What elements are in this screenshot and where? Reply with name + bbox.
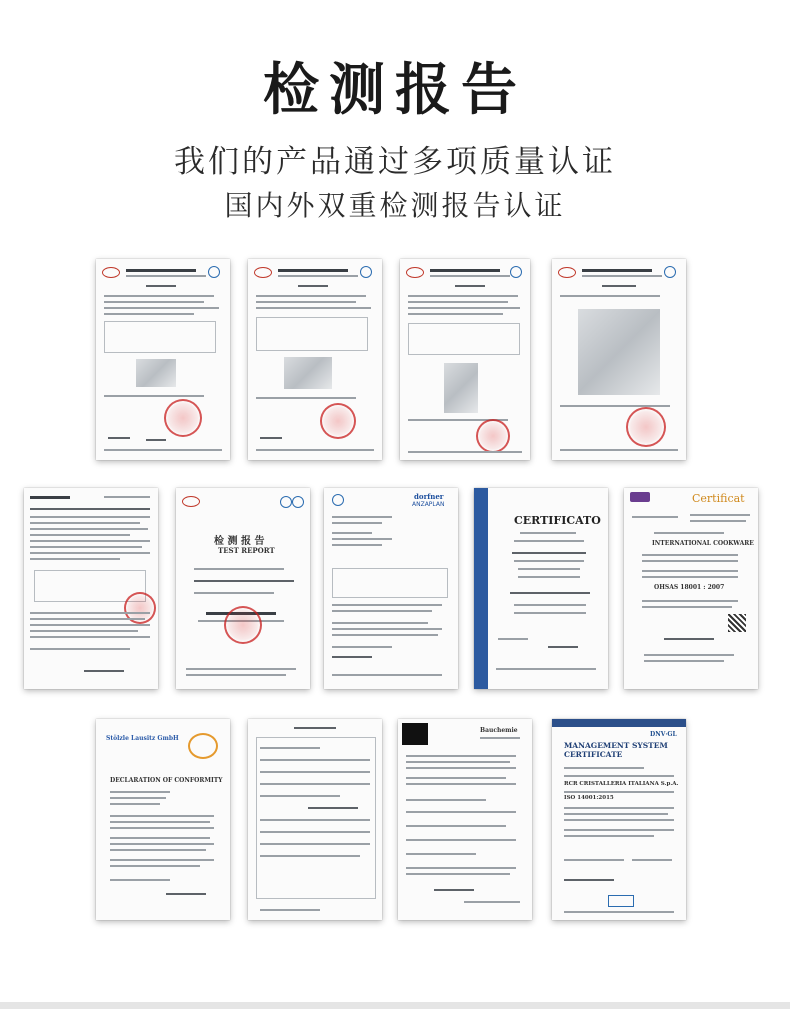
report-document-3	[400, 259, 530, 460]
page-subtitle: 我们的产品通过多项质量认证	[174, 144, 616, 180]
stolzle-declaration-document	[96, 719, 230, 920]
page-title: 检测报告	[263, 57, 527, 123]
dorfner-logo: dorfner	[414, 492, 444, 501]
bauchemie-brand: Bauchemie	[480, 727, 518, 734]
stolzle-company: Stölzle Lausitz GmbH	[106, 735, 179, 742]
qr-code-icon	[728, 614, 746, 632]
bauchemie-report-document	[398, 719, 532, 920]
report-document-5	[24, 488, 158, 689]
management-system-title: MANAGEMENT SYSTEM CERTIFICATE	[564, 741, 668, 759]
bauchemie-logo	[402, 723, 428, 745]
management-system-certificate-document	[552, 719, 686, 920]
footer-divider	[0, 1002, 790, 1009]
certificat-title: Certificat	[692, 492, 745, 505]
page-subtitle-secondary: 国内外双重检测报告认证	[224, 189, 566, 222]
stolzle-logo	[188, 733, 218, 759]
certificato-title: CERTIFICATO	[514, 514, 601, 527]
report-document-1	[96, 259, 230, 460]
declaration-title: DECLARATION OF CONFORMITY	[110, 777, 223, 784]
certificato-document	[474, 488, 608, 689]
ohsas-standard: OHSAS 18001 : 2007	[654, 584, 725, 591]
afaq-certificate-document	[624, 488, 758, 689]
company-name: RCR CRISTALLERIA ITALIANA S.p.A.	[564, 781, 679, 787]
dnv-gl-logo: DNV·GL	[650, 731, 677, 738]
test-report-title: 检 测 报 告	[214, 536, 265, 547]
anzaplan-logo: ANZAPLAN	[412, 501, 445, 508]
report-document-2	[248, 259, 382, 460]
chinese-form-document	[248, 719, 382, 920]
report-document-7	[324, 488, 458, 689]
cookware-name: INTERNATIONAL COOKWARE	[652, 540, 754, 547]
test-report-subtitle: TEST REPORT	[218, 546, 275, 555]
report-document-4	[552, 259, 686, 460]
afaq-logo	[630, 492, 650, 502]
report-document-6	[176, 488, 310, 689]
accredia-logo	[608, 895, 634, 907]
iso-standard: ISO 14001:2015	[564, 795, 614, 801]
